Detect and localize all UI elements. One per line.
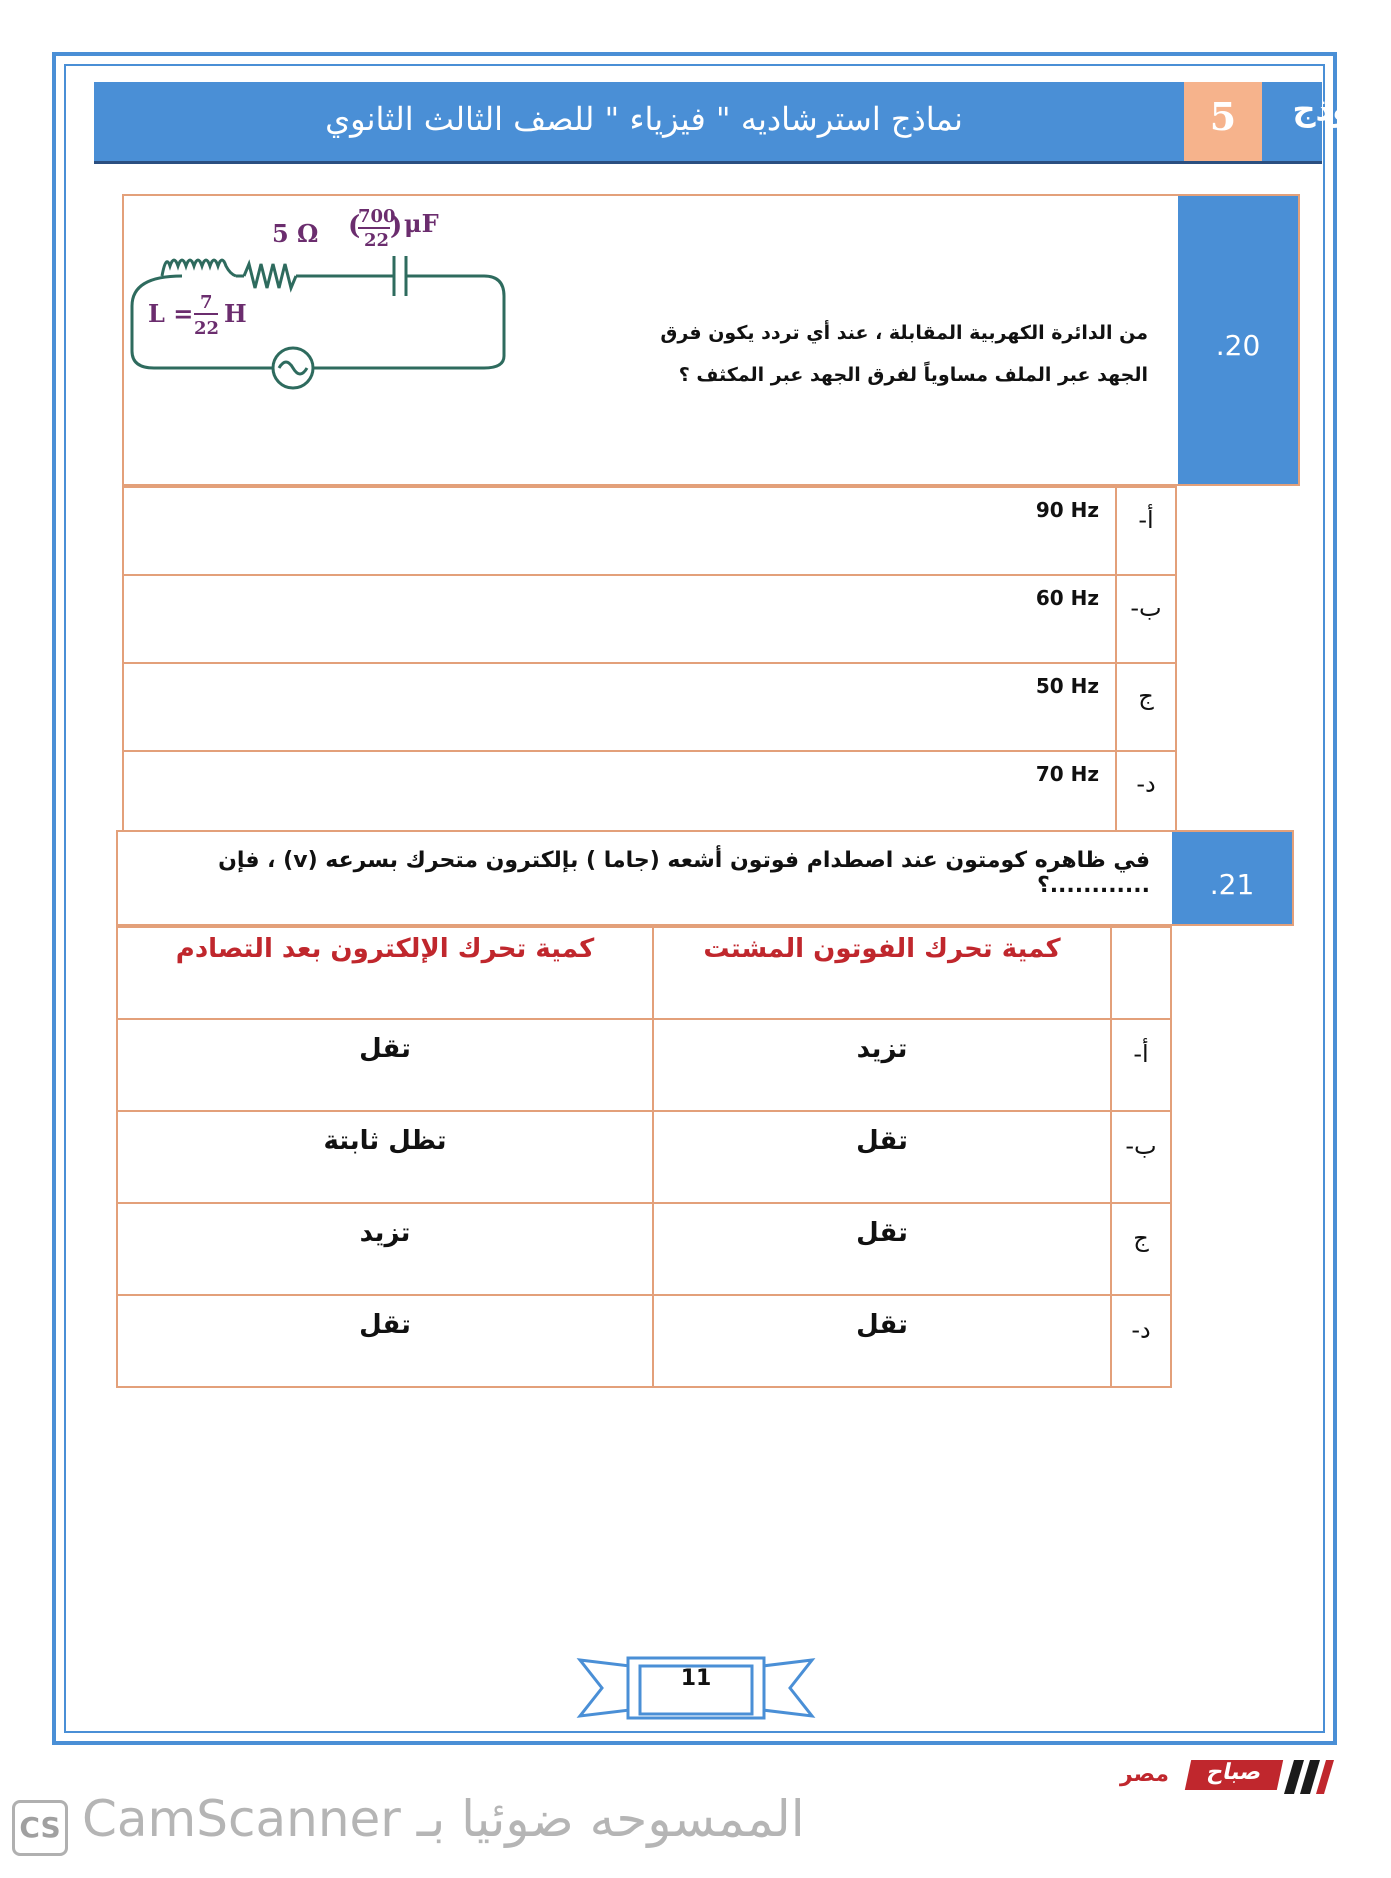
option-value: 60 Hz xyxy=(123,575,1116,663)
option-row[interactable] xyxy=(123,751,1176,839)
photon-cell: تزيد xyxy=(653,1019,1111,1111)
svg-text:): ) xyxy=(390,211,403,241)
page-title: نماذج استرشاديه " فيزياء " للصف الثالث الثانوي xyxy=(325,100,963,138)
inductor-numerator: 7 xyxy=(200,292,213,313)
electron-cell: تقل xyxy=(117,1019,653,1111)
option-value: 70 Hz xyxy=(123,751,1116,839)
table-header-row xyxy=(117,927,1171,1019)
option-letter: ب- xyxy=(1116,575,1176,663)
option-letter: ج xyxy=(1111,1203,1171,1295)
option-value: 90 Hz xyxy=(123,487,1116,575)
capacitor-denominator: 22 xyxy=(364,230,390,251)
resistor-label: 5 Ω xyxy=(272,219,319,248)
electron-cell: تزيد xyxy=(117,1203,653,1295)
circuit-wire-right xyxy=(314,276,504,368)
page-number: 11 xyxy=(680,1666,712,1691)
camscanner-badge-icon: CS xyxy=(12,1800,68,1856)
model-number: 5 xyxy=(1184,82,1262,161)
inductor-prefix: L = xyxy=(148,299,194,328)
electron-cell: تقل xyxy=(117,1295,653,1387)
option-letter: د- xyxy=(1111,1295,1171,1387)
option-row[interactable] xyxy=(117,1203,1171,1295)
photon-cell: تقل xyxy=(653,1295,1111,1387)
logo-main-text: صباح xyxy=(1185,1760,1283,1790)
capacitor-numerator: 700 xyxy=(358,206,396,227)
resistor-zigzag xyxy=(244,264,296,288)
col-photon-header: كمية تحرك الفوتون المشتت xyxy=(653,927,1111,1019)
question-21-number: .21 xyxy=(1172,832,1292,924)
svg-text:(: ( xyxy=(348,211,361,241)
header-banner xyxy=(94,82,1386,164)
inductor-denominator: 22 xyxy=(194,318,220,339)
option-row[interactable] xyxy=(123,663,1176,751)
question-20-number: .20 xyxy=(1178,196,1298,484)
option-letter: أ- xyxy=(1116,487,1176,575)
logo-bars-icon xyxy=(1284,1760,1336,1796)
question-21-text: في ظاهره كومتون عند اصطدام فوتون أشعه (جاما ) بإلكترون متحرك بسرعه (v) ، فإن ............؟ xyxy=(218,848,1150,898)
question-20-options xyxy=(122,486,1177,840)
option-letter: ب- xyxy=(1111,1111,1171,1203)
inductor-unit: H xyxy=(224,299,247,328)
photon-cell: تقل xyxy=(653,1111,1111,1203)
option-row[interactable] xyxy=(123,487,1176,575)
model-label: نموذج xyxy=(1292,90,1386,128)
option-letter: أ- xyxy=(1111,1019,1171,1111)
logo-secondary-text: مصر xyxy=(1120,1762,1169,1787)
col-electron-header: كمية تحرك الإلكترون بعد التصادم xyxy=(117,927,653,1019)
option-value: 50 Hz xyxy=(123,663,1116,751)
inductor-coil xyxy=(162,260,236,276)
option-row[interactable] xyxy=(123,575,1176,663)
rlc-circuit-diagram xyxy=(124,196,644,476)
question-21-options xyxy=(116,926,1172,1388)
option-row[interactable] xyxy=(117,1111,1171,1203)
option-letter: د- xyxy=(1116,751,1176,839)
question-20-text: من الدائرة الكهربية المقابلة ، عند أي تردد يكون فرق الجهد عبر الملف مساوياً لفرق الجهد عبر المكثف ؟ xyxy=(660,322,1148,386)
electron-cell: تظل ثابتة xyxy=(117,1111,653,1203)
letter-header xyxy=(1111,927,1171,1019)
scanner-watermark: الممسوحه ضوئيا بـ CamScanner xyxy=(82,1790,805,1848)
option-row[interactable] xyxy=(117,1019,1171,1111)
option-letter: ج xyxy=(1116,663,1176,751)
photon-cell: تقل xyxy=(653,1203,1111,1295)
option-row[interactable] xyxy=(117,1295,1171,1387)
capacitor-unit: μF xyxy=(404,209,439,238)
